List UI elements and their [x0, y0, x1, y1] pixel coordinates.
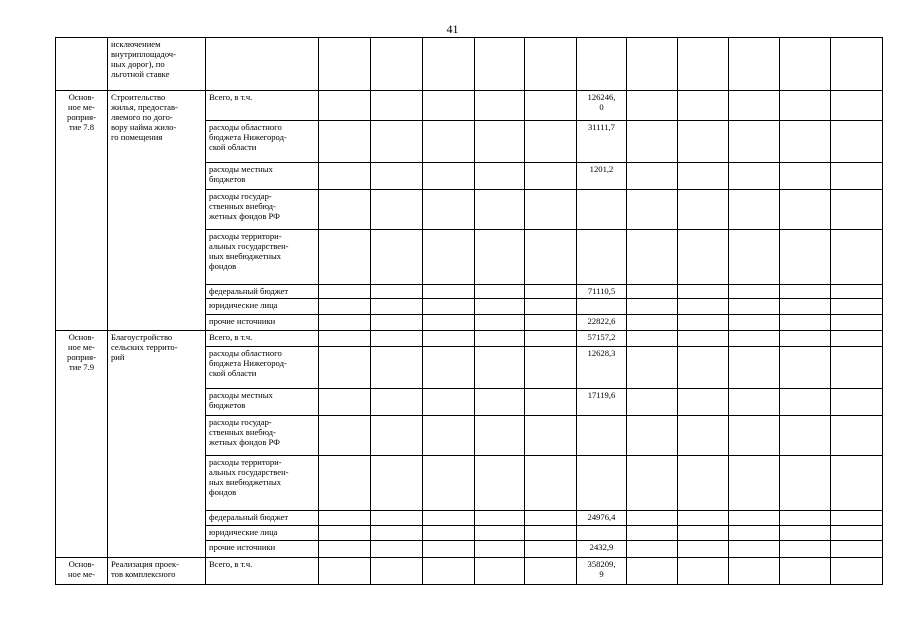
source-label: федеральный бюджет — [206, 511, 319, 526]
empty-cell — [780, 163, 831, 190]
amount-cell: 71110,5 — [577, 285, 627, 299]
empty-cell — [627, 511, 678, 526]
empty-cell — [525, 230, 577, 285]
amount-cell: 22822,6 — [577, 315, 627, 331]
empty-cell — [525, 511, 577, 526]
empty-cell — [319, 91, 371, 121]
empty-cell — [371, 38, 423, 91]
table-row — [56, 558, 883, 585]
empty-cell — [729, 315, 780, 331]
empty-cell — [678, 299, 729, 315]
empty-cell — [371, 299, 423, 315]
empty-cell — [729, 38, 780, 91]
source-label: Всего, в т.ч. — [206, 91, 319, 121]
empty-cell — [475, 558, 525, 585]
empty-cell — [423, 347, 475, 389]
empty-cell — [729, 526, 780, 541]
empty-cell — [678, 456, 729, 511]
empty-cell — [831, 315, 883, 331]
source-label: расходы территори- альных государствен- ных внебюджетных фондов — [206, 230, 319, 285]
empty-cell — [729, 121, 780, 163]
name-cell: исключением внутриплощадоч- ных дорог), по льготной ставке — [108, 38, 206, 91]
empty-cell — [729, 299, 780, 315]
empty-cell — [831, 526, 883, 541]
page-number: 41 — [446, 22, 459, 36]
empty-cell — [627, 285, 678, 299]
empty-cell — [831, 347, 883, 389]
empty-cell — [371, 389, 423, 416]
table-row — [56, 331, 883, 347]
empty-cell — [678, 121, 729, 163]
source-label: расходы государ- ственных внебюд- жетных фондов РФ — [206, 416, 319, 456]
empty-cell — [371, 285, 423, 299]
empty-cell — [678, 190, 729, 230]
empty-cell — [475, 416, 525, 456]
amount-cell: 24976,4 — [577, 511, 627, 526]
empty-cell — [525, 558, 577, 585]
amount-cell: 1201,2 — [577, 163, 627, 190]
empty-cell — [319, 416, 371, 456]
empty-cell — [371, 558, 423, 585]
empty-cell — [627, 331, 678, 347]
empty-cell — [319, 541, 371, 558]
empty-cell — [780, 190, 831, 230]
empty-cell — [627, 91, 678, 121]
empty-cell — [319, 163, 371, 190]
empty-cell — [831, 230, 883, 285]
empty-cell — [780, 285, 831, 299]
empty-cell — [423, 285, 475, 299]
empty-cell — [319, 121, 371, 163]
amount-cell: 12628,3 — [577, 347, 627, 389]
empty-cell — [319, 511, 371, 526]
source-label: Всего, в т.ч. — [206, 331, 319, 347]
empty-cell — [678, 526, 729, 541]
empty-cell — [831, 285, 883, 299]
empty-cell — [371, 347, 423, 389]
empty-cell — [319, 389, 371, 416]
empty-cell — [423, 511, 475, 526]
empty-cell — [729, 541, 780, 558]
empty-cell — [371, 526, 423, 541]
amount-cell: 31111,7 — [577, 121, 627, 163]
empty-cell — [831, 38, 883, 91]
empty-cell — [423, 315, 475, 331]
measure-code: Основ- ное ме- роприя- тие 7.8 — [56, 91, 108, 331]
empty-cell — [678, 163, 729, 190]
empty-cell — [423, 456, 475, 511]
empty-cell — [678, 91, 729, 121]
empty-cell — [475, 315, 525, 331]
empty-cell — [627, 416, 678, 456]
empty-cell — [371, 541, 423, 558]
empty-cell — [627, 121, 678, 163]
empty-cell — [475, 347, 525, 389]
empty-cell — [678, 315, 729, 331]
empty-cell — [423, 230, 475, 285]
empty-cell — [371, 331, 423, 347]
empty-cell — [371, 230, 423, 285]
empty-cell — [729, 230, 780, 285]
empty-cell — [627, 230, 678, 285]
measure-code: Основ- ное ме- роприя- тие 7.9 — [56, 331, 108, 558]
empty-cell — [371, 121, 423, 163]
empty-cell — [206, 38, 319, 91]
empty-cell — [475, 121, 525, 163]
empty-cell — [729, 416, 780, 456]
amount-cell — [577, 190, 627, 230]
empty-cell — [780, 511, 831, 526]
amount-cell: 17119,6 — [577, 389, 627, 416]
funding-table — [55, 37, 883, 585]
empty-cell — [729, 331, 780, 347]
empty-cell — [780, 558, 831, 585]
empty-cell — [319, 526, 371, 541]
source-label: прочие источники — [206, 315, 319, 331]
empty-cell — [780, 389, 831, 416]
empty-cell — [475, 331, 525, 347]
empty-cell — [423, 416, 475, 456]
empty-cell — [729, 285, 780, 299]
source-label: юридические лица — [206, 526, 319, 541]
empty-cell — [678, 230, 729, 285]
empty-cell — [525, 38, 577, 91]
empty-cell — [627, 299, 678, 315]
empty-cell — [525, 389, 577, 416]
empty-cell — [423, 331, 475, 347]
empty-cell — [525, 299, 577, 315]
empty-cell — [780, 315, 831, 331]
empty-cell — [577, 38, 627, 91]
empty-cell — [525, 315, 577, 331]
empty-cell — [319, 347, 371, 389]
empty-cell — [831, 331, 883, 347]
empty-cell — [678, 347, 729, 389]
empty-cell — [475, 456, 525, 511]
empty-cell — [831, 456, 883, 511]
empty-cell — [525, 285, 577, 299]
empty-cell — [627, 38, 678, 91]
amount-cell: 126246, 0 — [577, 91, 627, 121]
source-label: расходы областного бюджета Нижегород- ской области — [206, 347, 319, 389]
empty-cell — [831, 121, 883, 163]
empty-cell — [678, 511, 729, 526]
empty-cell — [627, 347, 678, 389]
empty-cell — [423, 163, 475, 190]
empty-cell — [319, 299, 371, 315]
empty-cell — [319, 558, 371, 585]
empty-cell — [423, 299, 475, 315]
code-cell — [56, 38, 108, 91]
amount-cell — [577, 299, 627, 315]
empty-cell — [729, 347, 780, 389]
empty-cell — [831, 299, 883, 315]
empty-cell — [627, 315, 678, 331]
empty-cell — [475, 91, 525, 121]
empty-cell — [525, 526, 577, 541]
empty-cell — [423, 121, 475, 163]
source-label: расходы местных бюджетов — [206, 389, 319, 416]
empty-cell — [371, 456, 423, 511]
empty-cell — [475, 389, 525, 416]
empty-cell — [831, 389, 883, 416]
empty-cell — [831, 541, 883, 558]
amount-cell: 358209, 9 — [577, 558, 627, 585]
empty-cell — [423, 38, 475, 91]
empty-cell — [423, 389, 475, 416]
empty-cell — [780, 91, 831, 121]
empty-cell — [678, 389, 729, 416]
empty-cell — [678, 416, 729, 456]
empty-cell — [627, 526, 678, 541]
source-label: расходы территори- альных государствен- ных внебюджетных фондов — [206, 456, 319, 511]
empty-cell — [525, 347, 577, 389]
empty-cell — [678, 558, 729, 585]
empty-cell — [729, 558, 780, 585]
empty-cell — [627, 558, 678, 585]
empty-cell — [831, 416, 883, 456]
empty-cell — [780, 416, 831, 456]
amount-cell — [577, 456, 627, 511]
empty-cell — [475, 285, 525, 299]
empty-cell — [525, 331, 577, 347]
empty-cell — [780, 526, 831, 541]
empty-cell — [627, 456, 678, 511]
empty-cell — [729, 190, 780, 230]
empty-cell — [729, 511, 780, 526]
empty-cell — [475, 526, 525, 541]
empty-cell — [780, 121, 831, 163]
source-label: расходы местных бюджетов — [206, 163, 319, 190]
empty-cell — [780, 38, 831, 91]
measure-code: Основ- ное ме- — [56, 558, 108, 585]
empty-cell — [319, 230, 371, 285]
empty-cell — [371, 315, 423, 331]
empty-cell — [319, 38, 371, 91]
empty-cell — [525, 190, 577, 230]
empty-cell — [780, 331, 831, 347]
empty-cell — [319, 331, 371, 347]
source-label: расходы областного бюджета Нижегород- ской области — [206, 121, 319, 163]
amount-cell — [577, 416, 627, 456]
empty-cell — [475, 541, 525, 558]
empty-cell — [371, 190, 423, 230]
source-label: Всего, в т.ч. — [206, 558, 319, 585]
empty-cell — [475, 163, 525, 190]
empty-cell — [831, 558, 883, 585]
empty-cell — [678, 285, 729, 299]
empty-cell — [831, 511, 883, 526]
empty-cell — [678, 38, 729, 91]
empty-cell — [319, 190, 371, 230]
empty-cell — [371, 91, 423, 121]
empty-cell — [729, 389, 780, 416]
empty-cell — [729, 91, 780, 121]
empty-cell — [525, 456, 577, 511]
empty-cell — [423, 91, 475, 121]
empty-cell — [423, 541, 475, 558]
empty-cell — [475, 38, 525, 91]
empty-cell — [475, 230, 525, 285]
empty-cell — [371, 416, 423, 456]
empty-cell — [525, 91, 577, 121]
amount-cell — [577, 526, 627, 541]
source-label: прочие источники — [206, 541, 319, 558]
measure-name: Строительство жилья, предостав- ляемого по дого- вору найма жило- го помещения — [108, 91, 206, 331]
empty-cell — [423, 526, 475, 541]
empty-cell — [525, 163, 577, 190]
table-row — [56, 38, 883, 91]
empty-cell — [780, 347, 831, 389]
empty-cell — [780, 299, 831, 315]
empty-cell — [678, 541, 729, 558]
empty-cell — [525, 541, 577, 558]
source-label: расходы государ- ственных внебюд- жетных фондов РФ — [206, 190, 319, 230]
empty-cell — [475, 511, 525, 526]
empty-cell — [371, 511, 423, 526]
empty-cell — [423, 558, 475, 585]
empty-cell — [525, 416, 577, 456]
empty-cell — [475, 299, 525, 315]
source-label: юридические лица — [206, 299, 319, 315]
empty-cell — [729, 456, 780, 511]
empty-cell — [525, 121, 577, 163]
empty-cell — [627, 163, 678, 190]
empty-cell — [627, 190, 678, 230]
amount-cell — [577, 230, 627, 285]
empty-cell — [319, 456, 371, 511]
empty-cell — [627, 541, 678, 558]
measure-name: Благоустройство сельских террито- рий — [108, 331, 206, 558]
amount-cell: 2432,9 — [577, 541, 627, 558]
empty-cell — [729, 163, 780, 190]
empty-cell — [678, 331, 729, 347]
empty-cell — [831, 163, 883, 190]
table-row — [56, 91, 883, 121]
source-label: федеральный бюджет — [206, 285, 319, 299]
empty-cell — [319, 285, 371, 299]
empty-cell — [319, 315, 371, 331]
empty-cell — [831, 190, 883, 230]
empty-cell — [780, 541, 831, 558]
empty-cell — [831, 91, 883, 121]
measure-name: Реализация проек- тов комплексного — [108, 558, 206, 585]
empty-cell — [371, 163, 423, 190]
amount-cell: 57157,2 — [577, 331, 627, 347]
empty-cell — [475, 190, 525, 230]
empty-cell — [780, 456, 831, 511]
empty-cell — [627, 389, 678, 416]
empty-cell — [423, 190, 475, 230]
empty-cell — [780, 230, 831, 285]
